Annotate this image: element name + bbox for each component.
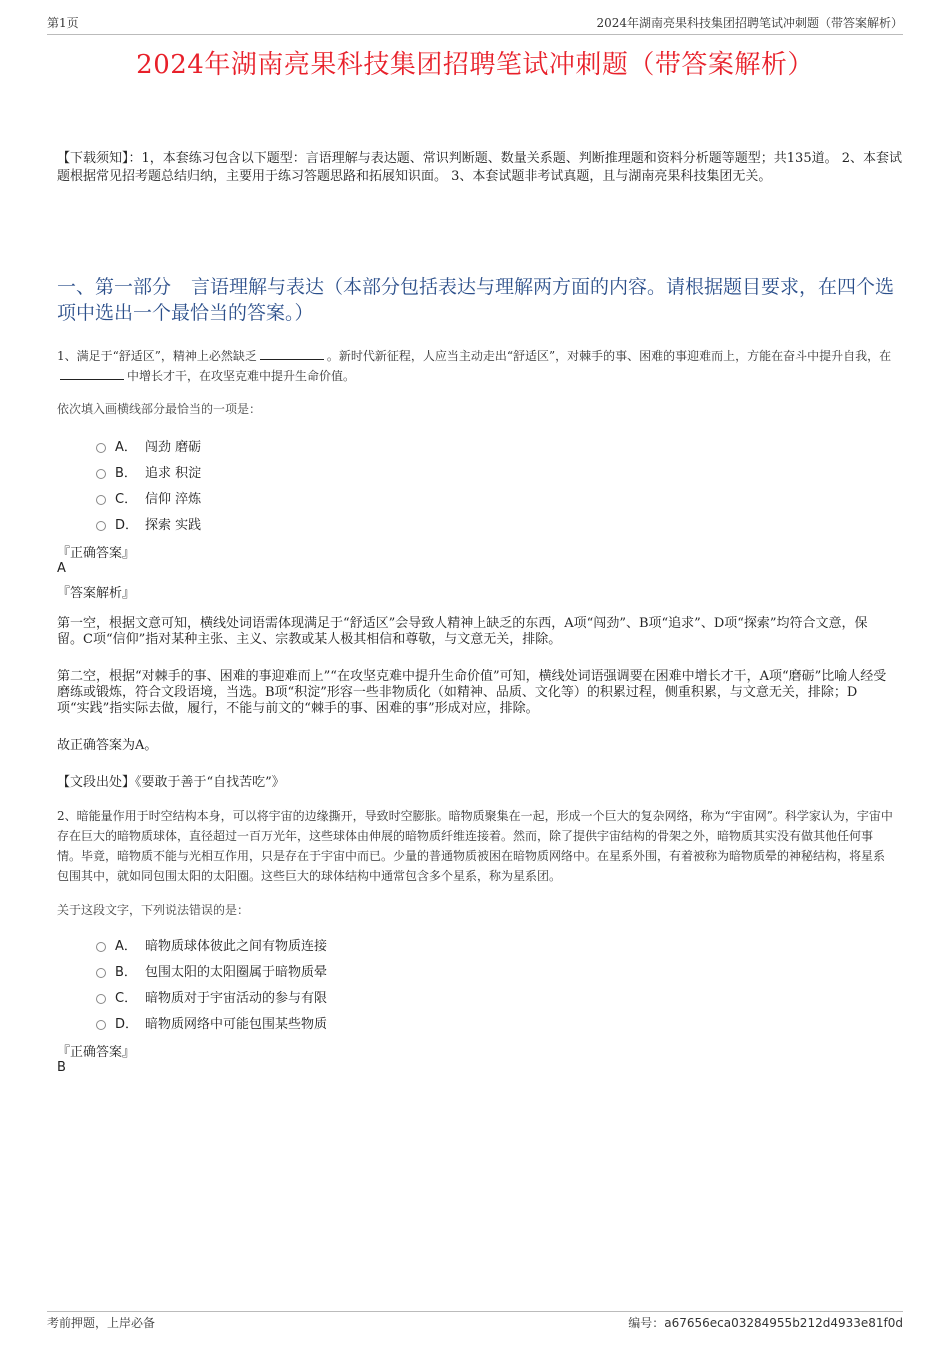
option-letter: C． <box>115 491 138 507</box>
option-d[interactable] <box>96 1009 327 1035</box>
radio-icon[interactable] <box>96 443 106 453</box>
option-letter: C． <box>115 990 138 1006</box>
page-number: 第1页 <box>47 16 79 30</box>
question-2-text: 2、暗能量作用于时空结构本身，可以将宇宙的边缘撕开，导致时空膨胀。暗物质聚集在一起，形成一个巨大的复杂网络，称为“宇宙网”。科学家认为，宇宙中存在巨大的暗物质球体，直径超过一百万光年，这些球体由伸展的暗物质纤维连接着。然而，除了提供宇宙结构的骨架之外，暗物质其实没有做其他任何事情。毕竟，暗物质不能与光相互作用，只是存在于宇宙中而已。少量的普通物质被困在暗物质网络中。在星系外围，有着被称为暗物质晕的神秘结构，将星系包围其中，就如同包围太阳的太阳圈。这些巨大的球体结构中通常包含多个星系，称为星系团。 <box>57 809 893 883</box>
radio-icon[interactable] <box>96 469 106 479</box>
document-title: 2024年湖南亮果科技集团招聘笔试冲刺题（带答案解析） <box>136 50 814 80</box>
option-letter: B． <box>115 964 137 980</box>
analysis-label: 『答案解析』 <box>57 586 136 601</box>
option-d[interactable] <box>96 510 201 536</box>
answer-value: B <box>57 1060 66 1075</box>
option-text: 信仰 淬炼 <box>145 491 202 507</box>
fill-blank-2 <box>60 367 124 380</box>
question-1-options <box>96 432 201 536</box>
question-1-prompt: 依次填入画横线部分最恰当的一项是： <box>57 402 262 416</box>
fill-blank-1 <box>260 347 324 360</box>
option-text: 包围太阳的太阳圈属于暗物质晕 <box>145 964 328 980</box>
header-doc-title: 2024年湖南亮果科技集团招聘笔试冲刺题（带答案解析） <box>596 16 903 30</box>
answer-label: 『正确答案』 <box>57 546 136 561</box>
option-c[interactable] <box>96 983 327 1009</box>
option-letter: D． <box>115 1016 139 1032</box>
option-a[interactable] <box>96 432 201 458</box>
answer-label: 『正确答案』 <box>57 1045 136 1060</box>
option-text: 暗物质网络中可能包围某些物质 <box>145 1016 328 1032</box>
option-letter: D． <box>115 517 139 533</box>
answer-value: A <box>57 561 66 576</box>
analysis-paragraph-2: 第二空，根据“对棘手的事、困难的事迎难而上”“在攻坚克难中提升生命价值”可知，横线处词语强调要在困难中增长才干，A项“磨砺”比喻人经受磨练或锻炼，符合文段语境，当选。B项“积淀”形容一些非物质化（如精神、品质、文化等）的积累过程，侧重积累，与文意无关，排除；D项“实践”指实际去做，履行，不能与前文的“棘手的事、困难的事”形成对应，排除。 <box>57 669 887 716</box>
option-a[interactable] <box>96 931 327 957</box>
option-letter: B． <box>115 465 137 481</box>
radio-icon[interactable] <box>96 1020 106 1030</box>
option-text: 闯劲 磨砺 <box>145 439 202 455</box>
analysis-paragraph-1: 第一空，根据文意可知，横线处词语需体现满足于“舒适区”会导致人精神上缺乏的东西，A项“闯劲”、B项“追求”、D项“探索”均符合文意，保留。C项“信仰”指对某种主张、主义、宗教或某人极其相信和尊敬，与文意无关，排除。 <box>57 616 868 647</box>
passage-source: 【文段出处】《要敢于善于“自找苦吃”》 <box>57 775 285 790</box>
section-description: 言语理解与表达（本部分包括表达与理解两方面的内容。请根据题目要求，在四个选项中选出一个最恰当的答案。） <box>57 276 895 324</box>
section-heading <box>57 274 897 326</box>
question-1-text-part: 中增长才干，在攻坚克难中提升生命价值。 <box>127 369 356 383</box>
question-2-options <box>96 931 327 1035</box>
option-letter: A． <box>115 938 137 954</box>
option-text: 暗物质球体彼此之间有物质连接 <box>145 938 328 954</box>
footer-serial: 编号：a67656eca03284955b212d4933e81f0d <box>628 1316 903 1330</box>
download-notice: 【下载须知】：1，本套练习包含以下题型：言语理解与表达题、常识判断题、数量关系题、判断推理题和资料分析题等题型；共135道。 2、本套试题根据常见招考题总结归纳，主要用于练习答题思路和拓展知识面。 3、本套试题非考试真题，且与湖南亮果科技集团无关。 <box>57 151 902 184</box>
radio-icon[interactable] <box>96 521 106 531</box>
question-1-text <box>57 346 895 386</box>
page-footer <box>47 1314 903 1331</box>
option-text: 探索 实践 <box>145 517 202 533</box>
section-part: 一、第一部分 <box>57 276 172 298</box>
page-header <box>47 14 903 35</box>
radio-icon[interactable] <box>96 994 106 1004</box>
question-1-text-part: 。新时代新征程，人应当主动走出“舒适区”，对棘手的事、困难的事迎难而上，方能在奋斗中提升自我，在 <box>326 349 892 363</box>
question-2-prompt: 关于这段文字，下列说法错误的是： <box>57 903 250 917</box>
option-b[interactable] <box>96 957 327 983</box>
option-b[interactable] <box>96 458 201 484</box>
option-letter: A． <box>115 439 137 455</box>
analysis-conclusion: 故正确答案为A。 <box>57 738 158 753</box>
option-text: 暗物质对于宇宙活动的参与有限 <box>145 990 328 1006</box>
question-1-text-part: 1、满足于“舒适区”，精神上必然缺乏 <box>57 349 257 363</box>
radio-icon[interactable] <box>96 495 106 505</box>
radio-icon[interactable] <box>96 942 106 952</box>
option-c[interactable] <box>96 484 201 510</box>
radio-icon[interactable] <box>96 968 106 978</box>
option-text: 追求 积淀 <box>145 465 202 481</box>
footer-slogan: 考前押题，上岸必备 <box>47 1316 156 1330</box>
footer-divider <box>47 1311 903 1313</box>
